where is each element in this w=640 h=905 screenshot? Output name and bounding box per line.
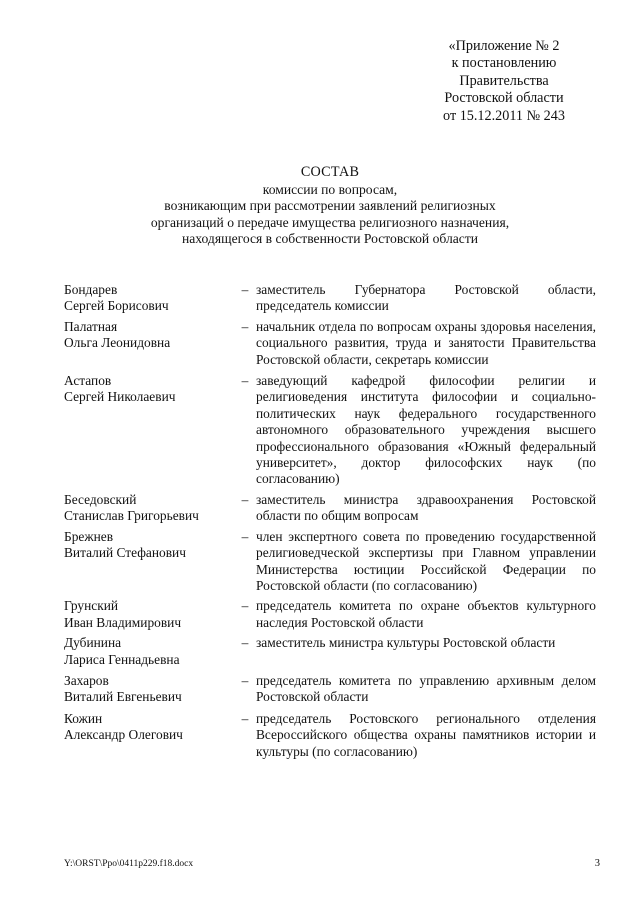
member-position: председатель Ростовского регионального отделения Всероссийского общества охраны памятников истории и культуры (по согласованию): [256, 710, 596, 759]
member-dash: –: [241, 491, 249, 507]
member-dash: –: [241, 373, 249, 389]
page-number: 3: [594, 858, 600, 869]
member-surname: Брежнев: [64, 528, 114, 544]
title-line-3: организаций о передаче имущества религиозного назначения,: [150, 214, 510, 230]
member-row: [64, 492, 598, 525]
member-given-name: Александр Олегович: [64, 727, 183, 743]
member-surname: Кожин: [64, 710, 103, 726]
member-row: [64, 635, 598, 668]
member-position: председатель комитета по охране объектов культурного наследия Ростовской области: [256, 598, 596, 630]
member-dash: –: [241, 598, 249, 614]
title-heading: СОСТАВ: [300, 164, 360, 180]
document-title: [60, 164, 600, 248]
annex-line-2: к постановлению: [451, 55, 557, 72]
member-given-name: Лариса Геннадьевна: [64, 651, 180, 667]
member-position: заведующий кафедрой философии религии и религиоведения института философии и социально-политических наук федерального государственного автономного образовательного учреждения высшего профессионального образования «Южный федеральный университет», доктор философских наук (по согласованию): [256, 373, 596, 487]
annex-line-4: Ростовской области: [444, 90, 564, 107]
annex-line-3: Правительства: [459, 72, 549, 89]
member-given-name: Виталий Евгеньевич: [64, 689, 182, 705]
member-surname: Захаров: [64, 672, 109, 688]
member-row: [64, 673, 598, 706]
member-name: [64, 319, 234, 368]
member-row: [64, 711, 598, 760]
member-name: [64, 282, 234, 315]
member-position: заместитель Губернатора Ростовской области, председатель комиссии: [256, 282, 596, 314]
member-given-name: Иван Владимирович: [64, 614, 182, 630]
member-row: [64, 529, 598, 595]
member-name: [64, 598, 234, 631]
member-given-name: Виталий Стефанович: [64, 545, 186, 561]
member-surname: Палатная: [64, 318, 118, 334]
member-position: председатель комитета по управлению архивным делом Ростовской области: [256, 672, 596, 705]
member-surname: Беседовский: [64, 491, 137, 507]
member-row: [64, 319, 598, 368]
member-dash: –: [241, 282, 249, 297]
member-position: начальник отдела по вопросам охраны здоровья населения, социального развития, труда и занятости Правительства Ростовской области, секретарь комиссии: [256, 318, 596, 367]
member-surname: Бондарев: [64, 282, 118, 297]
footer-file-path: Y:\ORST\Ppo\0411p229.f18.docx: [64, 859, 194, 869]
member-position: заместитель министра здравоохранения Ростовской области по общим вопросам: [256, 491, 596, 524]
member-name: [64, 492, 234, 525]
member-row: [64, 598, 598, 631]
member-surname: Астапов: [64, 373, 112, 389]
annex-line-5: от 15.12.2011 № 243: [443, 107, 565, 124]
members-list: [64, 282, 598, 760]
annex-header: [408, 38, 600, 125]
member-name: [64, 673, 234, 706]
title-line-4: находящегося в собственности Ростовской области: [181, 231, 479, 247]
member-given-name: Ольга Леонидовна: [64, 335, 171, 351]
member-row: [64, 373, 598, 488]
member-surname: Грунский: [64, 598, 119, 614]
member-name: [64, 373, 234, 488]
member-given-name: Станислав Григорьевич: [64, 508, 199, 524]
member-given-name: Сергей Борисович: [64, 298, 169, 314]
annex-line-1: «Приложение № 2: [448, 38, 560, 54]
member-dash: –: [241, 318, 249, 334]
member-name: [64, 635, 234, 668]
member-given-name: Сергей Николаевич: [64, 389, 176, 405]
member-name: [64, 711, 234, 760]
member-name: [64, 529, 234, 595]
member-dash: –: [241, 672, 249, 688]
title-line-1: комиссии по вопросам,: [262, 181, 398, 197]
member-row: [64, 282, 598, 315]
member-position: заместитель министра культуры Ростовской области: [256, 635, 556, 651]
member-dash: –: [241, 710, 249, 726]
member-position: член экспертного совета по проведению государственной религиоведческой экспертизы при Главном управлении Министерства юстиции Российской Федерации по Ростовской области (по согласованию): [256, 528, 596, 593]
member-dash: –: [241, 528, 249, 544]
member-dash: –: [241, 635, 249, 651]
member-surname: Дубинина: [64, 635, 122, 651]
title-line-2: возникающим при рассмотрении заявлений религиозных: [164, 198, 496, 214]
